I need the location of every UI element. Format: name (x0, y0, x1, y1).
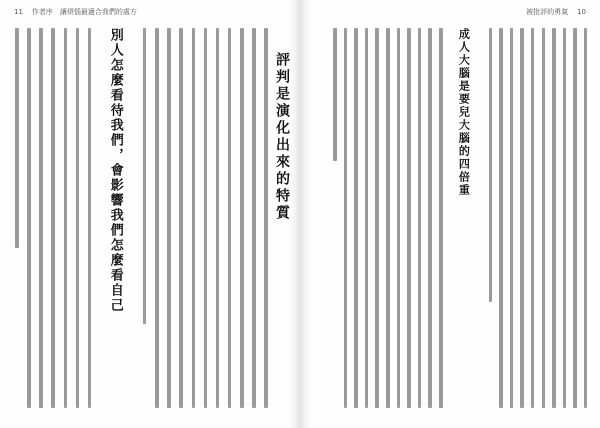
text-line (261, 28, 268, 408)
section-heading: 成人大腦是要兒大腦的四倍重 (457, 28, 471, 197)
text-line (351, 28, 356, 408)
text-line (560, 28, 565, 408)
text-line (12, 28, 19, 408)
text-line (225, 28, 232, 408)
text-line (330, 28, 335, 408)
text-line (176, 28, 183, 408)
left-header (14, 7, 137, 17)
text-line (73, 28, 80, 408)
text-line (61, 28, 68, 408)
text-line (394, 28, 399, 408)
text-line (528, 28, 533, 408)
text-line (517, 28, 522, 408)
text-line (48, 28, 55, 408)
text-line (436, 28, 441, 408)
left-body-text (12, 28, 268, 408)
text-line (152, 28, 159, 408)
text-line (496, 28, 501, 408)
right-header (526, 7, 586, 17)
text-line (486, 28, 491, 408)
text-line (425, 28, 430, 408)
right-page-number: 10 (577, 8, 586, 16)
right-running-head: 被批評的勇氣 (526, 8, 569, 16)
chapter-title: 評判是演化出來的特質 (274, 52, 290, 222)
text-line (570, 28, 575, 408)
text-line (85, 28, 92, 408)
text-line (362, 28, 367, 408)
text-line (189, 28, 196, 408)
text-line (213, 28, 220, 408)
text-line (201, 28, 208, 408)
text-line (404, 28, 409, 408)
section-heading: 別人怎麼看待我們，會影響我們怎麼看自己 (107, 28, 123, 313)
text-line (249, 28, 256, 408)
text-line (237, 28, 244, 408)
left-running-head: 作者序 讓煩惱最適合我們的處方 (31, 8, 137, 16)
text-line (24, 28, 31, 408)
text-line (581, 28, 586, 408)
text-line (341, 28, 346, 408)
text-line (549, 28, 554, 408)
text-line (383, 28, 388, 408)
text-line (140, 28, 147, 408)
text-line (372, 28, 377, 408)
text-line (415, 28, 420, 408)
text-line (539, 28, 544, 408)
right-body-text (330, 28, 586, 408)
left-page-number: 11 (14, 8, 23, 16)
text-line (36, 28, 43, 408)
text-line (507, 28, 512, 408)
text-line (164, 28, 171, 408)
right-page (300, 0, 600, 428)
